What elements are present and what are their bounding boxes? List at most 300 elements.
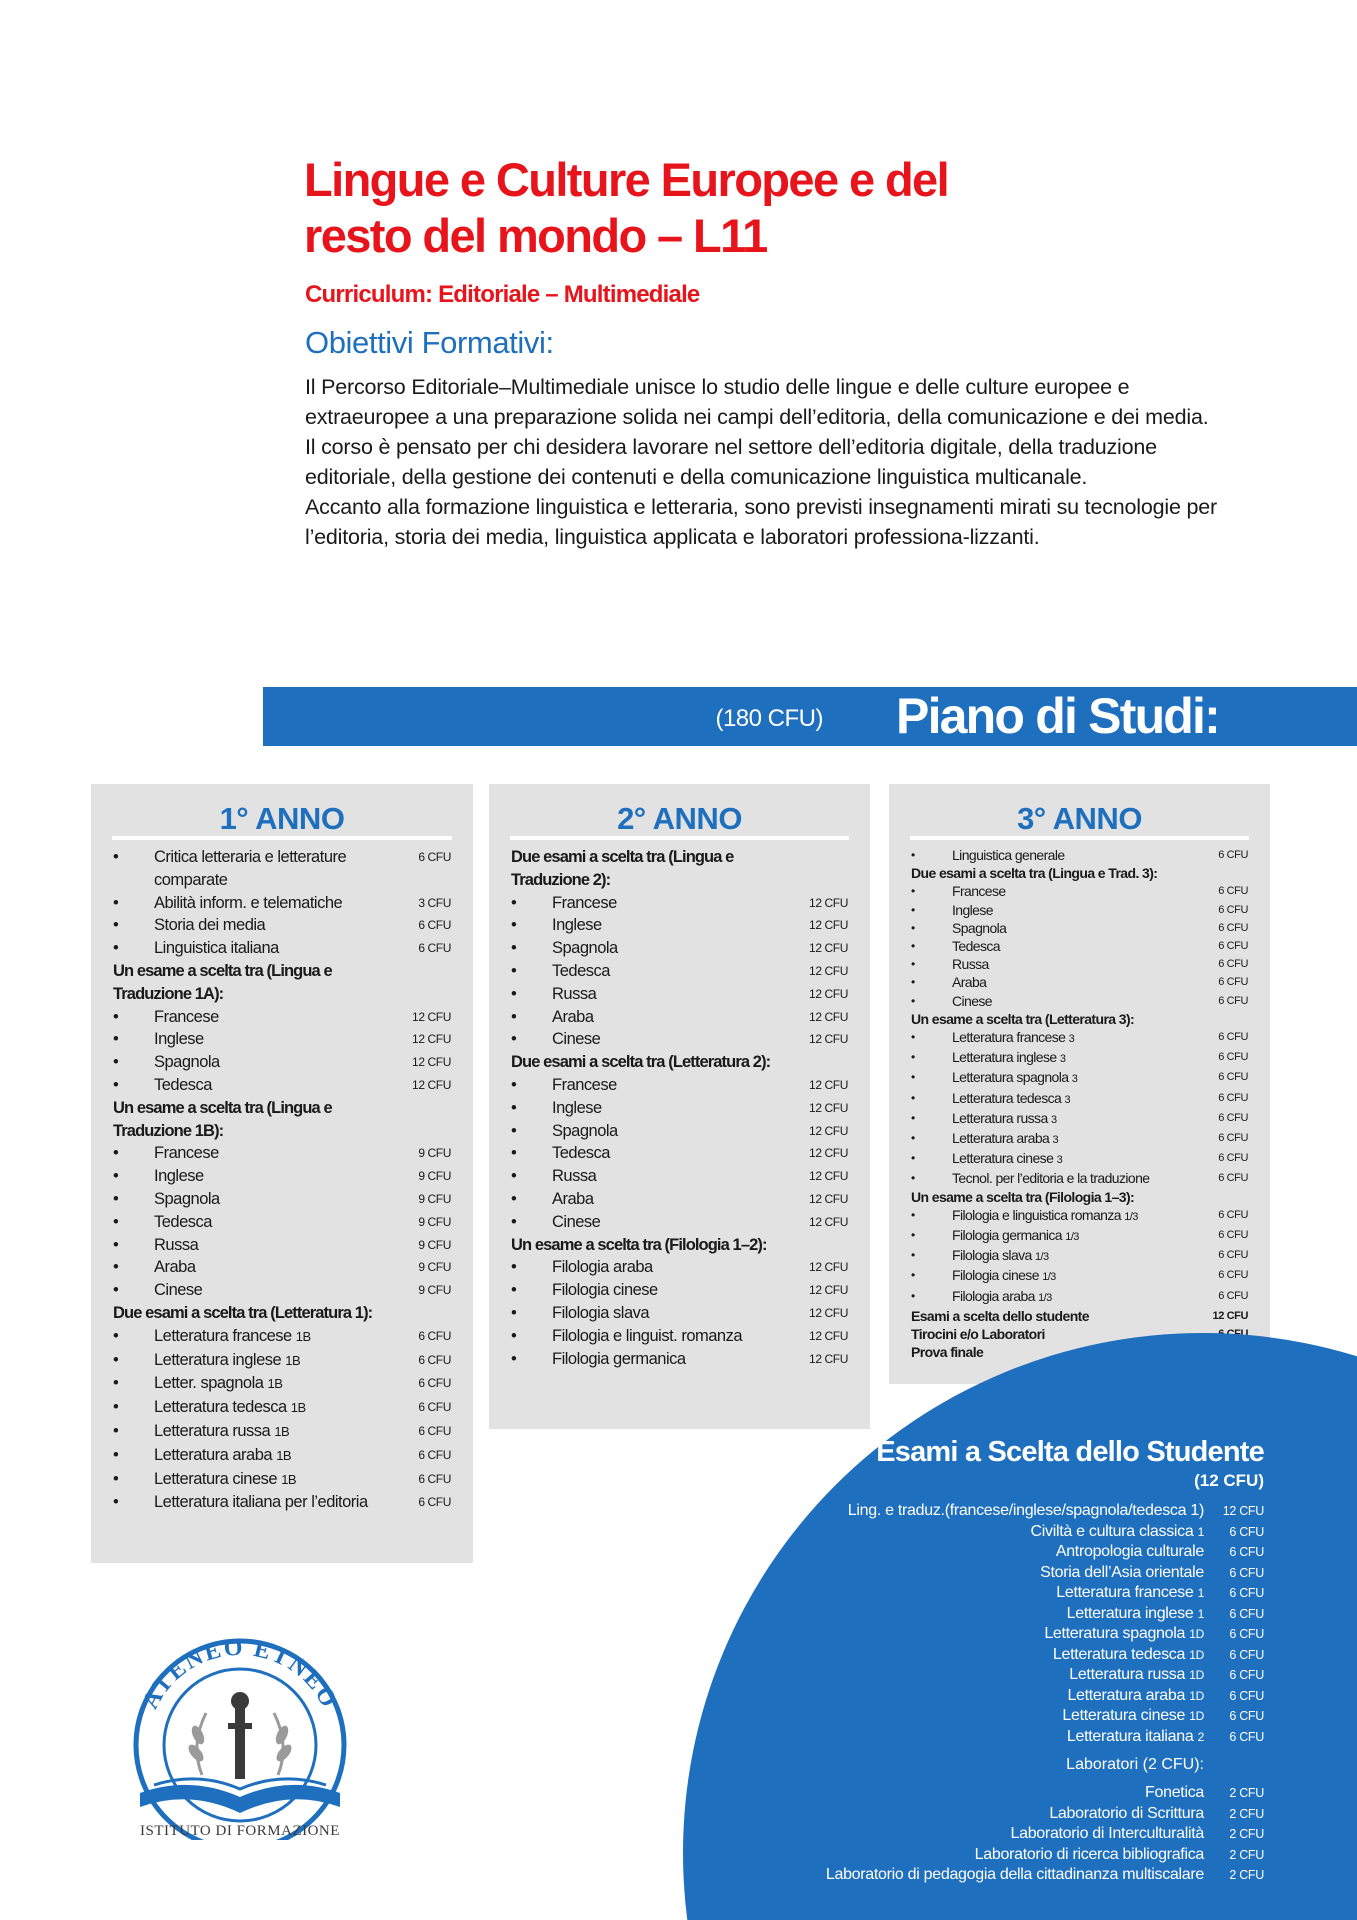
course-cfu: 6 CFU <box>1218 1172 1248 1185</box>
course-suffix: 1B <box>267 1376 283 1392</box>
elective-item-label: Letteratura italiana <box>1066 1727 1194 1745</box>
course-cfu: 6 CFU <box>1218 1111 1248 1124</box>
course-cfu: 12 CFU <box>412 1009 451 1024</box>
elective-item-suffix: 1D <box>1189 1688 1204 1703</box>
course-label: Cinese <box>552 1030 601 1049</box>
elective-item-cfu: 6 CFU <box>1229 1729 1264 1744</box>
course-label: Due esami a scelta tra (Letteratura 2): <box>511 1053 771 1072</box>
course-cfu: 6 CFU <box>1218 1132 1248 1145</box>
course-cfu: 6 CFU <box>418 918 451 933</box>
course-item <box>911 1206 1248 1226</box>
objectives-paragraph-3: Accanto alla formazione linguistica e letteraria, sono previsti insegnamenti mirati su tecnologie per l’editoria, storia dei media, linguistica applicata e laboratori professiona-lizzanti. <box>305 495 1217 549</box>
course-group-header <box>113 1097 451 1143</box>
labs-title: Laboratori (2 CFU): <box>1066 1756 1204 1773</box>
course-label: Letteratura tedesca <box>952 1089 1062 1106</box>
course-label: Un esame a scelta tra (Filologia 1–3): <box>911 1188 1135 1205</box>
elective-item-cfu: 6 CFU <box>1229 1606 1264 1621</box>
course-suffix: 3 <box>1056 1154 1063 1167</box>
course-label: Francese <box>552 1075 617 1094</box>
elective-item <box>624 1706 1264 1727</box>
electives-list <box>624 1501 1264 1747</box>
course-cfu: 6 CFU <box>1218 1229 1248 1242</box>
course-label: Un esame a scelta tra (Lingua e Traduzione 1A): <box>113 961 332 1003</box>
course-item <box>511 983 848 1006</box>
course-label: Letteratura inglese <box>154 1350 282 1369</box>
course-cfu: 12 CFU <box>412 1055 451 1070</box>
course-label: Un esame a scelta tra (Filologia 1–2): <box>511 1235 767 1254</box>
course-item <box>511 1028 848 1051</box>
course-label: Filologia cinese <box>552 1281 658 1300</box>
course-label: Letteratura araba <box>952 1130 1050 1147</box>
course-label: Tedesca <box>552 1144 610 1163</box>
course-cfu: 12 CFU <box>1212 1309 1248 1322</box>
course-item <box>113 1028 451 1051</box>
course-cfu: 3 CFU <box>418 895 451 910</box>
course-item <box>511 1120 848 1143</box>
course-cfu: 6 CFU <box>1218 1091 1248 1104</box>
course-suffix: 3 <box>1052 1134 1059 1147</box>
course-item <box>113 1051 451 1074</box>
course-label: Due esami a scelta tra (Lingua e Traduzione 2): <box>511 848 734 889</box>
elective-item-cfu: 6 CFU <box>1229 1565 1264 1580</box>
course-item <box>911 1129 1248 1149</box>
year-3-divider <box>910 836 1249 840</box>
course-item <box>511 1348 848 1371</box>
course-label: Letteratura italiana per l’editoria <box>154 1493 368 1512</box>
course-group-header <box>911 1010 1248 1028</box>
course-item <box>113 1444 451 1468</box>
elective-item-cfu: 6 CFU <box>1229 1545 1264 1559</box>
course-cfu: 6 CFU <box>1218 1051 1248 1064</box>
course-label: Spagnola <box>154 1189 220 1208</box>
lab-item <box>624 1824 1264 1845</box>
year-2-divider <box>510 836 849 840</box>
course-label: Araba <box>952 974 987 991</box>
course-item <box>911 1169 1248 1187</box>
course-cfu: 12 CFU <box>809 1191 848 1206</box>
course-cfu: 6 CFU <box>1218 976 1248 989</box>
course-label: Filologia e linguist. romanza <box>552 1326 743 1345</box>
lab-item-cfu: 2 CFU <box>1229 1786 1264 1800</box>
elective-item-label: Storia dell’Asia orientale <box>1040 1563 1204 1581</box>
course-item <box>113 1491 451 1514</box>
course-suffix: 3 <box>1050 1113 1057 1126</box>
course-label: Letteratura francese <box>952 1029 1066 1046</box>
course-cfu: 6 CFU <box>1218 885 1248 898</box>
course-item <box>511 1279 848 1302</box>
course-label: Spagnola <box>552 1121 618 1140</box>
course-suffix: 1B <box>274 1423 290 1439</box>
course-label: Letteratura russa <box>952 1109 1048 1126</box>
course-label: Esami a scelta dello studente <box>911 1307 1089 1324</box>
course-item <box>113 1372 451 1396</box>
course-suffix: 3 <box>1064 1093 1071 1106</box>
elective-item-label: Letteratura araba <box>1067 1686 1186 1704</box>
course-label: Inglese <box>154 1030 204 1049</box>
elective-item-suffix: 1 <box>1197 1606 1204 1621</box>
course-suffix: 1/3 <box>1042 1271 1056 1284</box>
course-label: Letter. spagnola <box>154 1374 264 1393</box>
course-item <box>113 1420 451 1444</box>
lab-item-label: Laboratorio di Interculturalità <box>1010 1825 1204 1842</box>
elective-item <box>624 1727 1264 1748</box>
course-item <box>511 1142 848 1165</box>
course-cfu: 9 CFU <box>418 1146 451 1161</box>
course-item <box>911 1109 1248 1129</box>
course-suffix: 1B <box>276 1447 292 1463</box>
course-group-header <box>511 846 848 892</box>
course-group-header <box>511 1051 848 1074</box>
elective-item-label: Letteratura spagnola <box>1044 1625 1186 1642</box>
course-cfu: 6 CFU <box>1218 903 1248 916</box>
course-label: Filologia germanica <box>552 1349 686 1368</box>
course-cfu: 12 CFU <box>809 963 848 978</box>
course-cfu: 6 CFU <box>1218 1152 1248 1165</box>
lab-item-label: Laboratorio di pedagogia della cittadinanza multiscalare <box>825 1866 1204 1883</box>
course-label: Araba <box>154 1258 196 1277</box>
year-1-title: 1° ANNO <box>219 801 345 836</box>
course-suffix: 1B <box>290 1400 306 1416</box>
course-cfu: 12 CFU <box>809 1260 848 1275</box>
course-item <box>113 1349 451 1373</box>
course-cfu: 6 CFU <box>418 1352 451 1367</box>
course-label: Cinese <box>952 992 992 1009</box>
course-cfu: 12 CFU <box>809 1100 848 1115</box>
course-cfu: 6 CFU <box>418 1328 451 1343</box>
elective-item-suffix: 1D <box>1189 1647 1204 1662</box>
course-suffix: 1/3 <box>1065 1231 1079 1244</box>
course-label: Tecnol. per l’editoria e la traduzione <box>952 1170 1150 1187</box>
ateneo-etneo-logo <box>120 1625 360 1840</box>
elective-item-cfu: 6 CFU <box>1229 1627 1264 1641</box>
course-label: Due esami a scelta tra (Lingua e Trad. 3): <box>911 865 1158 882</box>
course-cfu: 6 CFU <box>418 1423 451 1438</box>
course-cfu: 6 CFU <box>418 850 451 864</box>
course-cfu: 12 CFU <box>809 1328 848 1343</box>
course-label: Filologia slava <box>952 1247 1032 1264</box>
course-item <box>911 919 1248 937</box>
course-label: Russa <box>154 1235 199 1254</box>
course-cfu: 12 CFU <box>809 1123 848 1138</box>
elective-item-suffix: 1D <box>1189 1709 1204 1723</box>
elective-item-cfu: 6 CFU <box>1229 1647 1264 1662</box>
course-cfu: 6 CFU <box>418 941 451 956</box>
elective-item-label: Letteratura tedesca <box>1052 1645 1186 1663</box>
course-cfu: 12 CFU <box>809 1214 848 1229</box>
course-item <box>911 1028 1248 1048</box>
course-item <box>113 1256 451 1279</box>
course-label: Francese <box>552 893 617 912</box>
course-suffix: 3 <box>1068 1033 1075 1046</box>
course-cfu: 9 CFU <box>418 1283 451 1298</box>
course-cfu: 6 CFU <box>1218 1071 1248 1084</box>
course-label: Storia dei media <box>154 916 266 935</box>
course-suffix: 1/3 <box>1035 1251 1049 1264</box>
course-cfu: 12 CFU <box>809 1032 848 1047</box>
course-cfu: 12 CFU <box>809 1305 848 1320</box>
year-2-title: 2° ANNO <box>617 801 742 836</box>
course-cfu: 6 CFU <box>1218 849 1248 861</box>
electives-title: Esami a Scelta dello Studente <box>876 1436 1264 1468</box>
elective-item <box>624 1665 1264 1686</box>
course-label: Tedesca <box>952 938 1000 955</box>
course-cfu: 12 CFU <box>809 1077 848 1092</box>
electives-subtitle: (12 CFU) <box>1194 1471 1264 1490</box>
course-suffix: 1B <box>281 1471 297 1487</box>
course-group-header <box>113 960 451 1006</box>
course-label: Tirocini e/o Laboratori <box>911 1326 1045 1343</box>
course-suffix: 1/3 <box>1038 1291 1052 1304</box>
course-item <box>911 1266 1248 1286</box>
course-item <box>511 1188 848 1211</box>
course-group-header <box>911 1307 1248 1325</box>
course-cfu: 12 CFU <box>809 986 848 1001</box>
objectives-paragraph-2: Il corso è pensato per chi desidera lavorare nel settore dell’editoria digitale, della traduzione editoriale, della gestione dei contenuti e della comunicazione linguistica multicanale. <box>305 435 1157 489</box>
course-cfu: 6 CFU <box>418 1376 451 1391</box>
course-item <box>511 1211 848 1234</box>
study-plan-banner <box>263 687 1357 746</box>
elective-item-cfu: 6 CFU <box>1229 1586 1264 1600</box>
elective-item-label: Civiltà e cultura classica <box>1030 1522 1194 1540</box>
electives-section <box>624 1435 1264 1886</box>
course-label: Russa <box>552 984 597 1003</box>
course-cfu: 12 CFU <box>809 941 848 956</box>
elective-item-label: Antropologia culturale <box>1055 1543 1204 1560</box>
elective-item <box>624 1563 1264 1584</box>
logo-arc-text: ATENEO ETNEO <box>137 1634 343 1714</box>
course-cfu: 6 CFU <box>1218 994 1248 1007</box>
course-label: Letteratura cinese <box>952 1150 1054 1167</box>
objectives-paragraph-1: Il Percorso Editoriale–Multimediale unisce lo studio delle lingue e delle culture europee e extraeuropee a una preparazione solida nei campi dell’editoria, della comunicazione e dei media. <box>305 375 1209 429</box>
course-label: Araba <box>552 1007 594 1026</box>
course-label: Francese <box>154 1144 219 1163</box>
torch-icon <box>228 1692 252 1779</box>
course-group-header <box>511 1234 848 1257</box>
course-cfu: 6 CFU <box>1218 1269 1248 1282</box>
course-item <box>113 914 451 937</box>
elective-item <box>624 1624 1264 1645</box>
course-label: Tedesca <box>552 961 610 980</box>
course-cfu: 12 CFU <box>809 895 848 910</box>
objectives-title: Obiettivi Formativi: <box>305 325 554 360</box>
course-item <box>113 846 451 892</box>
course-label: Letteratura spagnola <box>952 1069 1069 1086</box>
course-cfu: 12 CFU <box>412 1077 451 1092</box>
year-3-course-list <box>911 846 1248 1361</box>
course-item <box>911 1226 1248 1246</box>
course-item <box>911 1149 1248 1169</box>
study-plan-title: Piano di Studi: <box>896 688 1219 744</box>
lab-item-cfu: 2 CFU <box>1229 1847 1264 1862</box>
page-title-line1: Lingue e Culture Europee e del <box>304 153 949 206</box>
elective-item <box>624 1501 1264 1522</box>
course-item <box>511 892 848 915</box>
course-cfu: 6 CFU <box>1218 1208 1248 1221</box>
course-group-header <box>911 864 1248 882</box>
course-cfu: 6 CFU <box>1218 1031 1248 1044</box>
course-suffix: 1B <box>295 1328 311 1344</box>
course-cfu: 12 CFU <box>809 1283 848 1298</box>
course-label: Letteratura cinese <box>154 1469 278 1488</box>
course-item <box>511 960 848 983</box>
course-label: Spagnola <box>154 1053 220 1072</box>
course-cfu: 9 CFU <box>418 1237 451 1252</box>
course-item <box>911 882 1248 900</box>
course-label: Tedesca <box>154 1212 212 1231</box>
curriculum-subtitle: Curriculum: Editoriale – Multimediale <box>305 281 700 308</box>
course-cfu: 6 CFU <box>418 1495 451 1510</box>
year-1-divider <box>112 836 452 840</box>
course-cfu: 12 CFU <box>809 1351 848 1366</box>
course-cfu: 6 CFU <box>418 1400 451 1415</box>
elective-item-cfu: 12 CFU <box>1222 1504 1264 1518</box>
course-label: Inglese <box>552 1098 602 1117</box>
page-title <box>304 152 1204 264</box>
course-item <box>911 1089 1248 1109</box>
course-cfu: 6 CFU <box>1218 958 1248 971</box>
elective-item-suffix: 1 <box>1197 1524 1204 1539</box>
course-label: Araba <box>552 1189 594 1208</box>
course-item <box>511 1097 848 1120</box>
course-cfu: 6 CFU <box>1218 921 1248 934</box>
course-item <box>113 1165 451 1188</box>
elective-item-label: Letteratura russa <box>1069 1666 1186 1683</box>
course-item <box>511 914 848 937</box>
course-label: Russa <box>552 1167 597 1186</box>
course-item <box>911 1287 1248 1307</box>
course-label: Inglese <box>952 901 993 918</box>
course-cfu: 6 CFU <box>1218 940 1248 953</box>
year-3-panel <box>889 784 1270 1384</box>
course-cfu: 9 CFU <box>418 1260 451 1275</box>
course-label: Letteratura tedesca <box>154 1398 287 1417</box>
elective-item <box>624 1686 1264 1707</box>
course-label: Prova finale <box>911 1344 984 1361</box>
course-label: Filologia araba <box>952 1287 1035 1304</box>
elective-item-suffix: 1D <box>1189 1627 1204 1641</box>
course-suffix: 1/3 <box>1124 1210 1138 1223</box>
elective-item-label: Letteratura inglese <box>1066 1604 1194 1622</box>
course-cfu: 6 CFU <box>1218 1249 1248 1262</box>
elective-item-suffix: 1 <box>1197 1586 1204 1600</box>
year-2-course-list <box>511 846 848 1370</box>
lab-item <box>624 1845 1264 1866</box>
lab-item-cfu: 2 CFU <box>1229 1806 1264 1821</box>
open-book-icon <box>140 1779 340 1813</box>
course-item <box>911 1048 1248 1068</box>
course-label: Filologia araba <box>552 1258 653 1277</box>
lab-item-cfu: 2 CFU <box>1229 1827 1264 1841</box>
year-1-course-list <box>113 846 451 1514</box>
course-label: Letteratura araba <box>154 1445 273 1464</box>
lab-item-label: Laboratorio di Scrittura <box>1049 1804 1204 1822</box>
year-2-panel <box>489 784 870 1429</box>
course-item <box>113 1325 451 1349</box>
objectives-body <box>305 372 1225 552</box>
elective-item-suffix: 1D <box>1189 1668 1204 1682</box>
labs-list <box>624 1783 1264 1886</box>
course-label: Un esame a scelta tra (Lingua e Traduzione 1B): <box>113 1098 332 1140</box>
course-item <box>511 1256 848 1279</box>
course-cfu: 9 CFU <box>418 1214 451 1229</box>
elective-item <box>624 1645 1264 1666</box>
course-cfu: 12 CFU <box>809 918 848 933</box>
course-item <box>113 1468 451 1492</box>
lab-item <box>624 1783 1264 1804</box>
course-item <box>911 846 1248 864</box>
lab-item <box>624 1865 1264 1886</box>
course-item <box>911 901 1248 919</box>
course-item <box>511 937 848 960</box>
course-item <box>911 955 1248 973</box>
course-label: Critica letteraria e letterature comparate <box>154 848 347 889</box>
study-plan-cfu: (180 CFU) <box>715 705 823 732</box>
year-3-title: 3° ANNO <box>1017 801 1142 836</box>
course-item <box>911 992 1248 1010</box>
elective-item <box>624 1604 1264 1625</box>
lab-item-cfu: 2 CFU <box>1229 1868 1264 1882</box>
course-label: Letteratura francese <box>154 1326 292 1345</box>
elective-item-label: Letteratura francese <box>1056 1584 1194 1601</box>
course-item <box>113 1396 451 1420</box>
course-label: Russa <box>952 956 989 973</box>
course-cfu: 12 CFU <box>809 1009 848 1024</box>
course-label: Filologia e linguistica romanza <box>952 1206 1121 1223</box>
course-suffix: 3 <box>1071 1073 1078 1086</box>
course-suffix: 1B <box>285 1352 301 1368</box>
course-label: Linguistica generale <box>952 847 1065 863</box>
course-item <box>511 1325 848 1348</box>
elective-item <box>624 1542 1264 1563</box>
course-label: Linguistica italiana <box>154 939 279 958</box>
course-suffix: 3 <box>1059 1053 1066 1066</box>
course-item <box>113 1142 451 1165</box>
course-item <box>911 973 1248 991</box>
course-item <box>113 937 451 960</box>
elective-item-label: Letteratura cinese <box>1062 1707 1186 1724</box>
course-item <box>113 1006 451 1029</box>
course-label: Tedesca <box>154 1075 212 1094</box>
course-label: Due esami a scelta tra (Letteratura 1): <box>113 1303 373 1322</box>
elective-item-cfu: 6 CFU <box>1229 1709 1264 1723</box>
course-label: Abilità inform. e telematiche <box>154 893 343 912</box>
course-item <box>113 892 451 915</box>
course-item <box>113 1279 451 1302</box>
logo-caption: ISTITUTO DI FORMAZIONE <box>140 1823 340 1839</box>
year-1-panel <box>91 784 473 1563</box>
course-group-header <box>113 1302 451 1325</box>
course-label: Francese <box>154 1007 219 1026</box>
course-label: Spagnola <box>552 939 618 958</box>
course-cfu: 9 CFU <box>418 1191 451 1206</box>
course-item <box>911 1068 1248 1088</box>
elective-item-cfu: 6 CFU <box>1229 1688 1264 1703</box>
course-item <box>113 1234 451 1257</box>
course-item <box>511 1074 848 1097</box>
course-cfu: 9 CFU <box>418 1169 451 1184</box>
course-label: Letteratura russa <box>154 1421 271 1440</box>
course-item <box>511 1165 848 1188</box>
course-cfu: 12 CFU <box>412 1032 451 1047</box>
course-item <box>911 1246 1248 1266</box>
course-label: Cinese <box>552 1212 601 1231</box>
lab-item <box>624 1804 1264 1825</box>
course-label: Letteratura inglese <box>952 1049 1057 1066</box>
course-label: Spagnola <box>952 919 1007 936</box>
course-label: Filologia slava <box>552 1303 650 1322</box>
elective-item <box>624 1583 1264 1604</box>
course-label: Cinese <box>154 1281 203 1300</box>
